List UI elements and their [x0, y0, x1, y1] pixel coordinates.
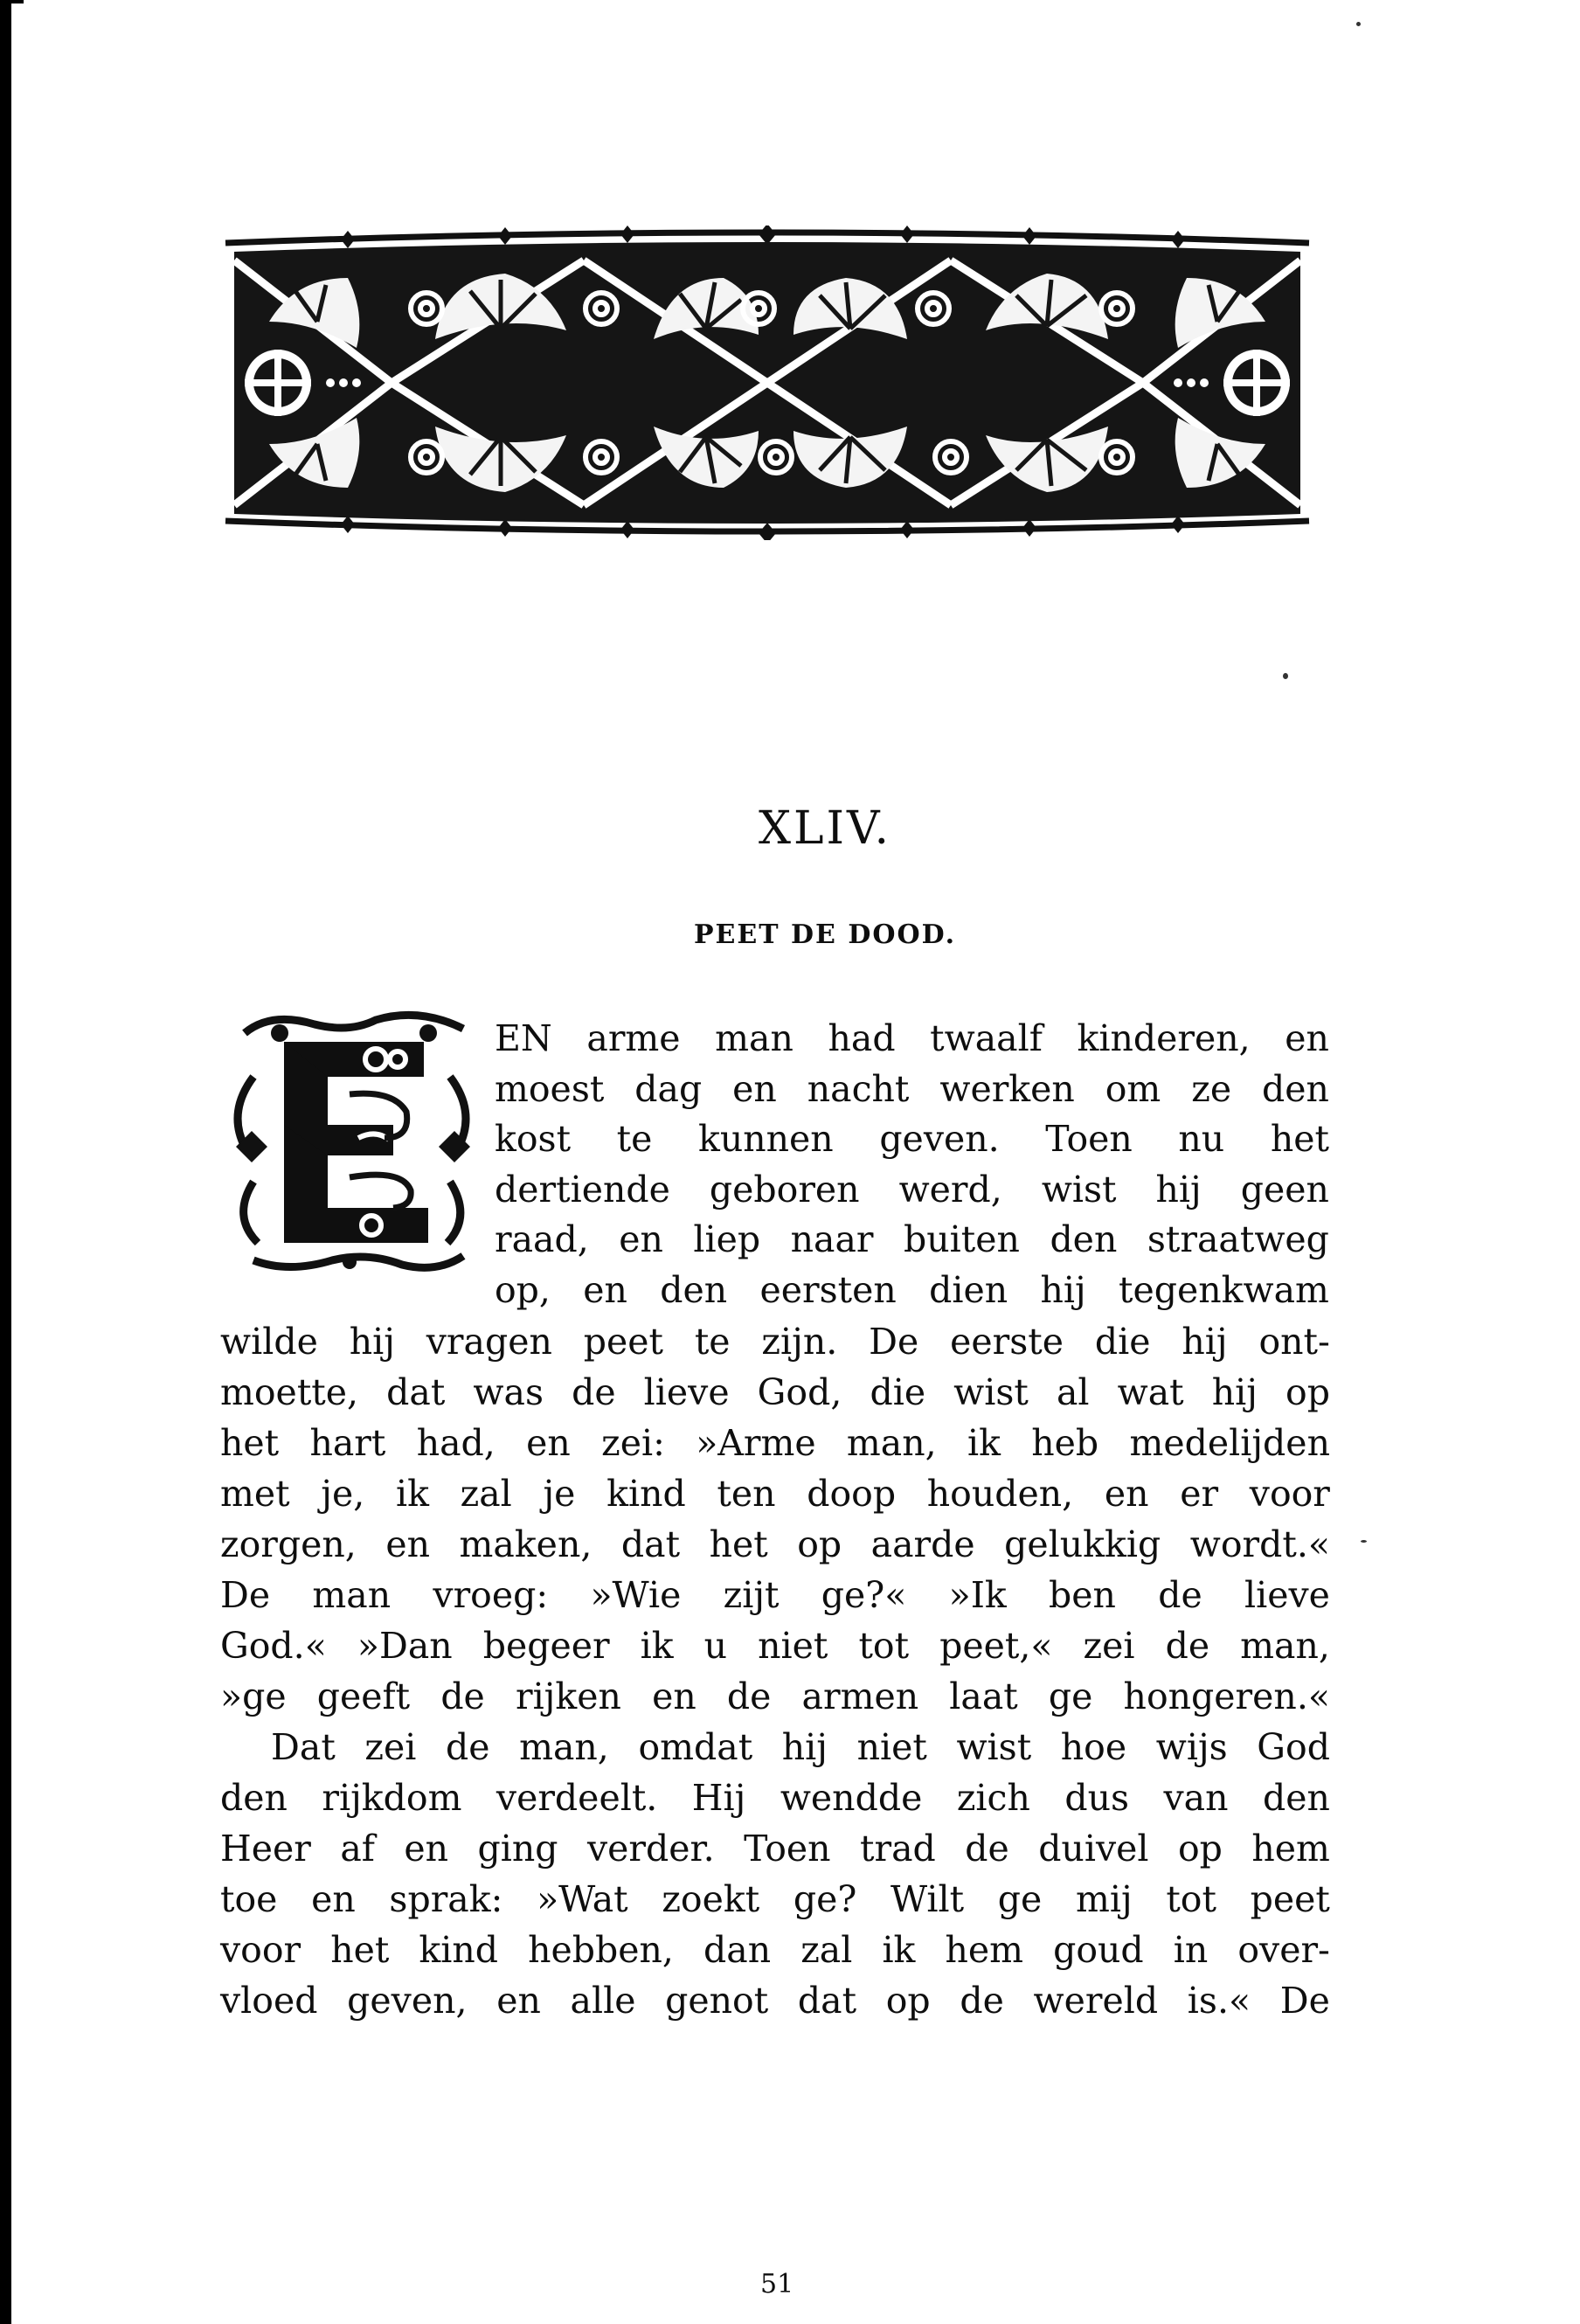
word: dien — [929, 1269, 1008, 1311]
word: straatweg — [1147, 1218, 1329, 1260]
word: hongeren.« — [1123, 1675, 1330, 1717]
word: den — [1262, 1777, 1330, 1819]
text-line-19 — [220, 1929, 1330, 1971]
word: ge?« — [821, 1574, 907, 1616]
word: laat — [949, 1675, 1018, 1717]
text-line-14 — [220, 1675, 1330, 1717]
word: »Wie — [590, 1574, 682, 1616]
word: doop — [807, 1473, 897, 1515]
word: rijken — [515, 1675, 621, 1717]
word: en — [732, 1068, 777, 1110]
word: te — [694, 1321, 731, 1363]
word: wist — [1041, 1169, 1117, 1211]
scan-speck — [1356, 22, 1361, 26]
word: niet — [758, 1625, 828, 1667]
word: af — [340, 1828, 375, 1870]
word: al — [1056, 1371, 1090, 1413]
text-line-5 — [495, 1218, 1329, 1260]
word: geeft — [316, 1675, 411, 1717]
word: geboren — [709, 1169, 860, 1211]
word: niet — [856, 1726, 927, 1768]
word: zal — [460, 1473, 512, 1515]
word: omdat — [638, 1726, 753, 1768]
word: werken — [939, 1068, 1075, 1110]
word: raad, — [495, 1218, 589, 1260]
word: die — [1094, 1321, 1151, 1363]
word: Hij — [691, 1777, 746, 1819]
word: maken, — [459, 1523, 592, 1565]
word: peet,« — [939, 1625, 1053, 1667]
word: Toen — [744, 1828, 831, 1870]
word: rijkdom — [322, 1777, 462, 1819]
word: en — [583, 1269, 627, 1311]
word: arme — [586, 1017, 681, 1059]
word: wendde — [780, 1777, 923, 1819]
text-line-20 — [220, 1980, 1330, 2022]
word: hart — [309, 1422, 386, 1464]
dropcap-ornament — [218, 1007, 489, 1278]
word: dertiende — [495, 1169, 670, 1211]
word: er — [1180, 1473, 1219, 1515]
header-ornament — [217, 225, 1318, 540]
word: ik — [967, 1422, 1001, 1464]
word: wijs — [1155, 1726, 1228, 1768]
word: de — [572, 1371, 616, 1413]
word: en — [1104, 1473, 1149, 1515]
chapter-number: XLIV. — [758, 802, 892, 855]
word: lieve — [1244, 1574, 1330, 1616]
word: vragen — [426, 1321, 552, 1363]
word: te — [616, 1118, 653, 1160]
word: hij — [1211, 1371, 1258, 1413]
word: vroeg: — [433, 1574, 549, 1616]
word: man, — [1240, 1625, 1330, 1667]
scan-speck — [1361, 1540, 1367, 1543]
word: peet — [583, 1321, 663, 1363]
word: over- — [1237, 1929, 1330, 1971]
word: ont- — [1258, 1321, 1330, 1363]
word: op — [885, 1980, 931, 2022]
word: en — [385, 1523, 431, 1565]
word: had — [828, 1017, 896, 1059]
word: zei: — [601, 1422, 665, 1464]
word: op, — [495, 1269, 551, 1311]
word: het — [709, 1523, 768, 1565]
word: zoekt — [662, 1878, 760, 1920]
word: twaalf — [930, 1017, 1043, 1059]
text-line-15 — [271, 1726, 1330, 1768]
word: en — [404, 1828, 449, 1870]
text-line-18 — [220, 1878, 1330, 1920]
word: werd, — [898, 1169, 1002, 1211]
word: God, — [757, 1371, 842, 1413]
word: hij — [1040, 1269, 1086, 1311]
word: hij — [1155, 1169, 1202, 1211]
word: EN — [495, 1017, 552, 1059]
word: kind — [606, 1473, 686, 1515]
word: hij — [349, 1321, 395, 1363]
word: ge — [1048, 1675, 1093, 1717]
word: je — [543, 1473, 576, 1515]
word: ze — [1191, 1068, 1232, 1110]
word: dat — [620, 1523, 681, 1565]
word: »Ik — [948, 1574, 1007, 1616]
word: De — [220, 1574, 271, 1616]
word: Toen — [1045, 1118, 1133, 1160]
word: goud — [1053, 1929, 1144, 1971]
page-number: 51 — [760, 2269, 794, 2300]
word: op — [1177, 1828, 1223, 1870]
word: van — [1163, 1777, 1229, 1819]
word: en — [526, 1422, 571, 1464]
word: hebben, — [528, 1929, 674, 1971]
word: buiten — [904, 1218, 1020, 1260]
word: hem — [1251, 1828, 1330, 1870]
text-line-10 — [220, 1473, 1330, 1515]
text-line-9 — [220, 1422, 1330, 1464]
word: geven, — [347, 1980, 468, 2022]
word: kost — [495, 1118, 572, 1160]
word: kunnen — [697, 1118, 834, 1160]
word: tot — [1166, 1878, 1216, 1920]
text-line-16 — [220, 1777, 1330, 1819]
word: gelukkig — [1004, 1523, 1161, 1565]
word: De — [1279, 1980, 1330, 2022]
word: alle — [570, 1980, 636, 2022]
word: en — [496, 1980, 541, 2022]
text-line-6 — [495, 1269, 1329, 1311]
word: de — [445, 1726, 490, 1768]
text-line-7 — [220, 1321, 1330, 1363]
word: man — [715, 1017, 793, 1059]
word: het — [1270, 1118, 1329, 1160]
text-line-2 — [495, 1068, 1329, 1110]
text-line-1 — [495, 1017, 1329, 1059]
word: is.« — [1187, 1980, 1251, 2022]
word: ben — [1049, 1574, 1116, 1616]
word: de — [726, 1675, 772, 1717]
scan-speck — [1283, 673, 1288, 679]
word: eerste — [950, 1321, 1064, 1363]
word: voor — [220, 1929, 301, 1971]
word: kinderen, — [1077, 1017, 1251, 1059]
word: ik — [395, 1473, 429, 1515]
text-line-11 — [220, 1523, 1330, 1565]
word: de — [440, 1675, 485, 1717]
text-line-17 — [220, 1828, 1330, 1870]
word: zijt — [723, 1574, 780, 1616]
text-line-12 — [220, 1574, 1330, 1616]
word: nu — [1178, 1118, 1225, 1160]
word: ge — [997, 1878, 1043, 1920]
word: hoe — [1060, 1726, 1127, 1768]
text-line-3 — [495, 1118, 1329, 1160]
word: voor — [1249, 1473, 1330, 1515]
word: armen — [801, 1675, 919, 1717]
word: moette, — [220, 1371, 359, 1413]
word: genot — [665, 1980, 769, 2022]
word: de — [1158, 1574, 1202, 1616]
word: De — [869, 1321, 919, 1363]
word: »ge — [220, 1675, 287, 1717]
word: verder. — [586, 1828, 715, 1870]
word: hij — [1182, 1321, 1228, 1363]
binding-edge-tick — [11, 0, 24, 3]
word: ging — [477, 1828, 558, 1870]
word: Heer — [220, 1828, 311, 1870]
word: wist — [953, 1371, 1029, 1413]
word: zei — [1083, 1625, 1135, 1667]
word: het — [330, 1929, 390, 1971]
word: man, — [519, 1726, 609, 1768]
word: den — [220, 1777, 288, 1819]
word: ik — [640, 1625, 674, 1667]
word: en — [652, 1675, 696, 1717]
word: wereld — [1033, 1980, 1159, 2022]
word: man, — [846, 1422, 937, 1464]
word: kind — [419, 1929, 499, 1971]
word: op — [797, 1523, 842, 1565]
word: lieve — [643, 1371, 730, 1413]
word: liep — [693, 1218, 761, 1260]
word: wilde — [220, 1321, 318, 1363]
word: medelijden — [1129, 1422, 1330, 1464]
word: en — [619, 1218, 663, 1260]
word: was — [473, 1371, 544, 1413]
word: begeer — [482, 1625, 610, 1667]
chapter-title: PEET DE DOOD. — [693, 919, 957, 950]
word: hem — [945, 1929, 1024, 1971]
word: naar — [790, 1218, 874, 1260]
word: ge? — [793, 1878, 857, 1920]
word: zal — [800, 1929, 853, 1971]
word: trad — [860, 1828, 936, 1870]
word: den — [1262, 1068, 1329, 1110]
word: dag — [634, 1068, 703, 1110]
word: en — [311, 1878, 356, 1920]
word: moest — [495, 1068, 605, 1110]
word: je, — [321, 1473, 365, 1515]
word: nacht — [807, 1068, 910, 1110]
word: aarde — [870, 1523, 975, 1565]
word: den — [1050, 1218, 1118, 1260]
word: de — [1165, 1625, 1210, 1667]
word: zijn. — [761, 1321, 838, 1363]
word: Dat — [271, 1726, 336, 1768]
word: ten — [717, 1473, 776, 1515]
word: Wilt — [890, 1878, 965, 1920]
word: in — [1173, 1929, 1209, 1971]
word: met — [220, 1473, 290, 1515]
word: geven. — [879, 1118, 1000, 1160]
word: u — [703, 1625, 728, 1667]
word: verdeelt. — [495, 1777, 658, 1819]
word: tot — [858, 1625, 910, 1667]
word: eersten — [759, 1269, 897, 1311]
text-line-13 — [220, 1625, 1330, 1667]
word: zich — [956, 1777, 1030, 1819]
word: en — [1285, 1017, 1329, 1059]
word: heb — [1031, 1422, 1099, 1464]
word: sprak: — [389, 1878, 503, 1920]
word: die — [870, 1371, 926, 1413]
binding-edge — [0, 0, 11, 2324]
word: peet — [1250, 1878, 1330, 1920]
word: dan — [703, 1929, 772, 1971]
word: »Arme — [696, 1422, 816, 1464]
word: geen — [1240, 1169, 1329, 1211]
word: vloed — [220, 1980, 318, 2022]
word: God.« — [220, 1625, 327, 1667]
word: God — [1257, 1726, 1330, 1768]
word: wat — [1117, 1371, 1184, 1413]
word: dat — [386, 1371, 446, 1413]
word: »Dan — [357, 1625, 453, 1667]
word: de — [965, 1828, 1009, 1870]
text-line-8 — [220, 1371, 1330, 1413]
word: »Wat — [537, 1878, 628, 1920]
word: dat — [797, 1980, 857, 2022]
word: den — [660, 1269, 728, 1311]
word: mij — [1075, 1878, 1133, 1920]
word: man — [312, 1574, 392, 1616]
word: duivel — [1038, 1828, 1149, 1870]
word: wist — [956, 1726, 1032, 1768]
word: houden, — [926, 1473, 1074, 1515]
word: op — [1285, 1371, 1330, 1413]
word: het — [220, 1422, 280, 1464]
text-line-4 — [495, 1169, 1329, 1211]
word: de — [960, 1980, 1004, 2022]
word: toe — [220, 1878, 278, 1920]
word: dus — [1064, 1777, 1130, 1819]
word: ik — [882, 1929, 916, 1971]
word: wordt.« — [1189, 1523, 1330, 1565]
word: tegenkwam — [1119, 1269, 1329, 1311]
word: zorgen, — [220, 1523, 357, 1565]
word: hij — [781, 1726, 828, 1768]
word: zei — [364, 1726, 417, 1768]
word: had, — [416, 1422, 495, 1464]
word: om — [1105, 1068, 1161, 1110]
